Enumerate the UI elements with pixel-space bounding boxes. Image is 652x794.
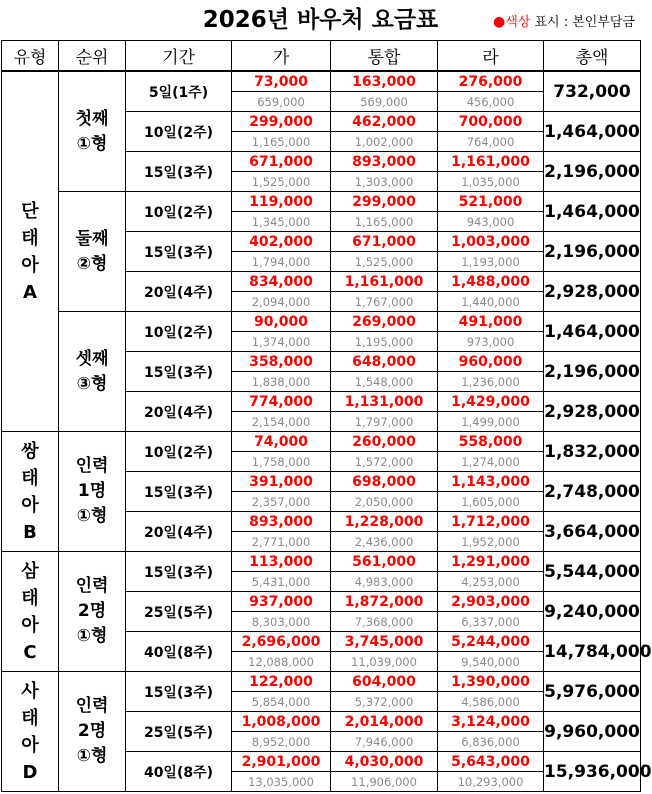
period-cell: 40일(8주): [126, 632, 232, 672]
page-title: 2026년 바우처 요금표: [202, 7, 439, 33]
ga-support-cell: 1,794,000: [232, 252, 331, 272]
ra-copay-cell: 960,000: [438, 352, 544, 372]
ra-support-cell: 4,586,000: [438, 692, 544, 712]
tonghap-copay-cell: 4,030,000: [331, 752, 438, 772]
tonghap-support-cell: 1,002,000: [331, 132, 438, 152]
ra-copay-cell: 5,643,000: [438, 752, 544, 772]
rank-label-line: 인력: [75, 696, 109, 716]
period-cell: 10일(2주): [126, 112, 232, 152]
rank-cell: [59, 71, 126, 192]
legend: [493, 13, 635, 32]
rank-label-line: ①형: [76, 626, 108, 646]
type-cell: [2, 71, 59, 432]
period-cell: 25일(5주): [126, 712, 232, 752]
ra-support-cell: 10,293,000: [438, 772, 544, 792]
total-cell: 5,544,000: [544, 552, 641, 592]
type-label-line: 사: [21, 680, 39, 702]
ra-support-cell: 764,000: [438, 132, 544, 152]
total-cell: 2,196,000: [544, 232, 641, 272]
rank-label-line: ③형: [76, 373, 108, 394]
table-row: [2, 672, 641, 692]
ra-support-cell: 6,337,000: [438, 612, 544, 632]
ga-support-cell: 1,525,000: [232, 172, 331, 192]
ra-support-cell: 1,952,000: [438, 532, 544, 552]
type-label-line: D: [22, 761, 38, 783]
period-cell: 15일(3주): [126, 472, 232, 512]
ra-support-cell: 1,193,000: [438, 252, 544, 272]
rank-cell: [59, 312, 126, 432]
total-cell: 1,464,000: [544, 192, 641, 232]
period-cell: 15일(3주): [126, 672, 232, 712]
tonghap-support-cell: 2,436,000: [331, 532, 438, 552]
total-cell: 2,196,000: [544, 152, 641, 192]
period-cell: 15일(3주): [126, 352, 232, 392]
tonghap-copay-cell: 698,000: [331, 472, 438, 492]
period-cell: 10일(2주): [126, 432, 232, 472]
ga-copay-cell: 113,000: [232, 552, 331, 572]
ga-copay-cell: 937,000: [232, 592, 331, 612]
ga-copay-cell: 74,000: [232, 432, 331, 452]
rank-label-line: 인력: [75, 576, 109, 596]
table-row: [2, 312, 641, 332]
period-cell: 40일(8주): [126, 752, 232, 792]
tonghap-support-cell: 1,303,000: [331, 172, 438, 192]
ga-support-cell: 1,374,000: [232, 332, 331, 352]
period-cell: 15일(3주): [126, 152, 232, 192]
rank-label-line: 셋째: [75, 348, 109, 369]
ra-copay-cell: 276,000: [438, 71, 544, 92]
period-cell: 10일(2주): [126, 192, 232, 232]
ga-copay-cell: 122,000: [232, 672, 331, 692]
period-cell: 20일(4주): [126, 272, 232, 312]
ra-copay-cell: 1,143,000: [438, 472, 544, 492]
ga-support-cell: 1,758,000: [232, 452, 331, 472]
tonghap-support-cell: 7,368,000: [331, 612, 438, 632]
total-cell: 9,960,000: [544, 712, 641, 752]
ga-copay-cell: 2,696,000: [232, 632, 331, 652]
total-cell: 2,196,000: [544, 352, 641, 392]
total-cell: 5,976,000: [544, 672, 641, 712]
period-cell: 15일(3주): [126, 232, 232, 272]
total-cell: 732,000: [544, 71, 641, 112]
table-row: [2, 192, 641, 212]
tonghap-copay-cell: 3,745,000: [331, 632, 438, 652]
tonghap-copay-cell: 671,000: [331, 232, 438, 252]
ra-support-cell: 1,236,000: [438, 372, 544, 392]
total-cell: 2,928,000: [544, 272, 641, 312]
tonghap-copay-cell: 163,000: [331, 71, 438, 92]
tonghap-copay-cell: 462,000: [331, 112, 438, 132]
ra-support-cell: 9,540,000: [438, 652, 544, 672]
fee-table: [1, 40, 652, 792]
ga-support-cell: 1,345,000: [232, 212, 331, 232]
rank-label-line: 2명: [77, 601, 107, 621]
type-cell: [2, 432, 59, 552]
type-cell: [2, 552, 59, 672]
ra-support-cell: 1,274,000: [438, 452, 544, 472]
ra-copay-cell: 700,000: [438, 112, 544, 132]
type-label-line: 태: [21, 707, 39, 729]
table-row: [2, 432, 641, 452]
type-label-line: C: [23, 641, 37, 663]
ra-support-cell: 973,000: [438, 332, 544, 352]
header-row: [2, 41, 641, 72]
type-label-line: 삼: [21, 560, 39, 582]
rank-label-line: ②형: [76, 253, 108, 274]
legend-colored-word: 색상: [505, 15, 531, 30]
ra-copay-cell: 1,488,000: [438, 272, 544, 292]
ga-support-cell: 12,088,000: [232, 652, 331, 672]
header-type: 유형: [2, 41, 59, 72]
ga-copay-cell: 2,901,000: [232, 752, 331, 772]
total-cell: 1,464,000: [544, 112, 641, 152]
ga-support-cell: 2,154,000: [232, 412, 331, 432]
tonghap-copay-cell: 561,000: [331, 552, 438, 572]
ra-copay-cell: 5,244,000: [438, 632, 544, 652]
header-total: 총액: [544, 41, 641, 72]
ra-copay-cell: 1,161,000: [438, 152, 544, 172]
ra-support-cell: 943,000: [438, 212, 544, 232]
period-cell: 25일(5주): [126, 592, 232, 632]
rank-label-line: 첫째: [75, 108, 109, 129]
ga-copay-cell: 90,000: [232, 312, 331, 332]
period-cell: 5일(1주): [126, 71, 232, 112]
tonghap-copay-cell: 648,000: [331, 352, 438, 372]
tonghap-copay-cell: 299,000: [331, 192, 438, 212]
type-label-line: 태: [21, 227, 39, 249]
total-cell: 3,664,000: [544, 512, 641, 552]
rank-label-line: ①형: [76, 746, 108, 766]
total-cell: 14,784,000: [544, 632, 641, 672]
tonghap-copay-cell: 2,014,000: [331, 712, 438, 732]
ra-support-cell: 1,605,000: [438, 492, 544, 512]
rank-label-line: 인력: [75, 456, 109, 476]
tonghap-support-cell: 11,039,000: [331, 652, 438, 672]
type-label-line: A: [23, 281, 37, 303]
tonghap-copay-cell: 1,228,000: [331, 512, 438, 532]
ra-copay-cell: 1,390,000: [438, 672, 544, 692]
ga-copay-cell: 671,000: [232, 152, 331, 172]
ra-copay-cell: 2,903,000: [438, 592, 544, 612]
tonghap-support-cell: 2,050,000: [331, 492, 438, 512]
period-cell: 20일(4주): [126, 512, 232, 552]
ra-copay-cell: 1,429,000: [438, 392, 544, 412]
title-bar: [0, 0, 641, 40]
ga-support-cell: 8,952,000: [232, 732, 331, 752]
total-cell: 1,832,000: [544, 432, 641, 472]
header-ra: 라: [438, 41, 544, 72]
ra-copay-cell: 3,124,000: [438, 712, 544, 732]
ga-support-cell: 2,094,000: [232, 292, 331, 312]
rank-label-line: 2명: [77, 721, 107, 741]
table-body: [2, 71, 652, 792]
ga-support-cell: 13,035,000: [232, 772, 331, 792]
tonghap-support-cell: 4,983,000: [331, 572, 438, 592]
ga-copay-cell: 1,008,000: [232, 712, 331, 732]
tonghap-copay-cell: 1,161,000: [331, 272, 438, 292]
header-tonghap: 통합: [331, 41, 438, 72]
ga-copay-cell: 299,000: [232, 112, 331, 132]
ra-copay-cell: 1,712,000: [438, 512, 544, 532]
tonghap-support-cell: 1,767,000: [331, 292, 438, 312]
header-period: 기간: [126, 41, 232, 72]
type-label-line: 태: [21, 587, 39, 609]
ra-support-cell: 456,000: [438, 92, 544, 112]
tonghap-support-cell: 1,195,000: [331, 332, 438, 352]
type-label-line: 태: [21, 467, 39, 489]
type-label-line: 아: [21, 614, 39, 636]
rank-cell: [59, 672, 126, 792]
ra-support-cell: 1,440,000: [438, 292, 544, 312]
tonghap-support-cell: 7,946,000: [331, 732, 438, 752]
header-rank: 순위: [59, 41, 126, 72]
ra-support-cell: 6,836,000: [438, 732, 544, 752]
ra-copay-cell: 1,291,000: [438, 552, 544, 572]
total-cell: 2,928,000: [544, 392, 641, 432]
type-label-line: 쌍: [21, 440, 39, 462]
tonghap-copay-cell: 893,000: [331, 152, 438, 172]
ga-support-cell: 2,357,000: [232, 492, 331, 512]
tonghap-support-cell: 1,548,000: [331, 372, 438, 392]
total-cell: 2,748,000: [544, 472, 641, 512]
ra-support-cell: 1,499,000: [438, 412, 544, 432]
tonghap-copay-cell: 260,000: [331, 432, 438, 452]
ga-support-cell: 2,771,000: [232, 532, 331, 552]
ga-copay-cell: 893,000: [232, 512, 331, 532]
ra-support-cell: 4,253,000: [438, 572, 544, 592]
ga-copay-cell: 391,000: [232, 472, 331, 492]
table-row: [2, 552, 641, 572]
legend-dot-icon: ●: [492, 14, 506, 30]
period-cell: 15일(3주): [126, 552, 232, 592]
ra-copay-cell: 521,000: [438, 192, 544, 212]
rank-cell: [59, 552, 126, 672]
tonghap-support-cell: 11,906,000: [331, 772, 438, 792]
total-cell: 9,240,000: [544, 592, 641, 632]
type-label-line: 단: [21, 200, 39, 222]
ra-copay-cell: 491,000: [438, 312, 544, 332]
rank-cell: [59, 192, 126, 312]
rank-label-line: ①형: [76, 506, 108, 526]
total-cell: 1,464,000: [544, 312, 641, 352]
ga-copay-cell: 402,000: [232, 232, 331, 252]
table-row: [2, 71, 641, 92]
ga-copay-cell: 774,000: [232, 392, 331, 412]
ga-support-cell: 1,838,000: [232, 372, 331, 392]
type-label-line: 아: [21, 734, 39, 756]
ga-copay-cell: 73,000: [232, 71, 331, 92]
ga-support-cell: 5,431,000: [232, 572, 331, 592]
type-label-line: 아: [21, 494, 39, 516]
type-cell: [2, 672, 59, 792]
tonghap-support-cell: 1,797,000: [331, 412, 438, 432]
ra-support-cell: 1,035,000: [438, 172, 544, 192]
type-label-line: 아: [21, 254, 39, 276]
ga-copay-cell: 358,000: [232, 352, 331, 372]
tonghap-copay-cell: 1,872,000: [331, 592, 438, 612]
tonghap-copay-cell: 604,000: [331, 672, 438, 692]
type-label-line: B: [23, 521, 37, 543]
tonghap-support-cell: 569,000: [331, 92, 438, 112]
tonghap-support-cell: 1,572,000: [331, 452, 438, 472]
ga-copay-cell: 119,000: [232, 192, 331, 212]
tonghap-support-cell: 5,372,000: [331, 692, 438, 712]
ra-copay-cell: 1,003,000: [438, 232, 544, 252]
header-ga: 가: [232, 41, 331, 72]
ga-support-cell: 5,854,000: [232, 692, 331, 712]
ga-support-cell: 659,000: [232, 92, 331, 112]
tonghap-copay-cell: 1,131,000: [331, 392, 438, 412]
rank-label-line: 1명: [77, 481, 107, 501]
legend-text: 표시 : 본인부담금: [530, 15, 635, 30]
total-cell: 15,936,000: [544, 752, 641, 792]
tonghap-support-cell: 1,525,000: [331, 252, 438, 272]
ra-copay-cell: 558,000: [438, 432, 544, 452]
ga-copay-cell: 834,000: [232, 272, 331, 292]
ga-support-cell: 8,303,000: [232, 612, 331, 632]
period-cell: 10일(2주): [126, 312, 232, 352]
rank-label-line: 둘째: [75, 228, 109, 249]
rank-label-line: ①형: [76, 133, 108, 154]
period-cell: 20일(4주): [126, 392, 232, 432]
tonghap-copay-cell: 269,000: [331, 312, 438, 332]
tonghap-support-cell: 1,165,000: [331, 212, 438, 232]
rank-cell: [59, 432, 126, 552]
ga-support-cell: 1,165,000: [232, 132, 331, 152]
